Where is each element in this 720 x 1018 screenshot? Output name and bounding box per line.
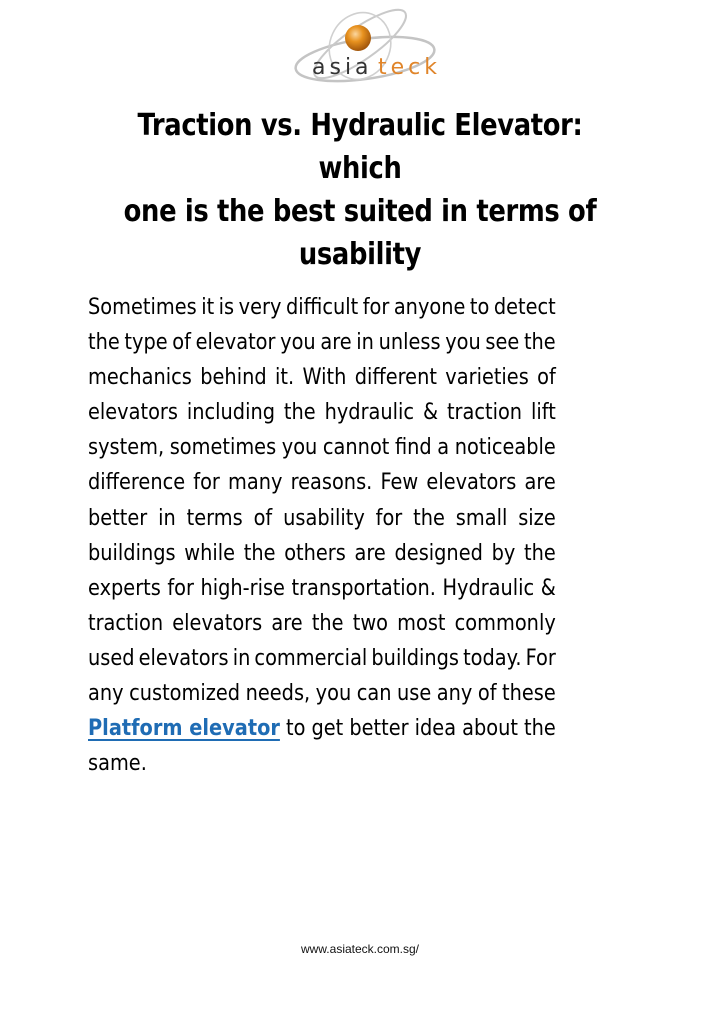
word: varieties xyxy=(445,364,529,391)
word: others xyxy=(284,539,346,566)
body-paragraph xyxy=(88,290,632,781)
body-line xyxy=(88,325,632,360)
word: traction xyxy=(88,609,164,636)
word: customized xyxy=(129,680,241,707)
word: the xyxy=(523,329,556,356)
word: better xyxy=(349,715,409,742)
word: of xyxy=(537,364,556,391)
word: elevator xyxy=(195,329,276,356)
word: designed xyxy=(394,539,483,566)
word: any xyxy=(88,680,124,707)
body-line xyxy=(88,430,632,465)
word: sometimes xyxy=(169,434,277,461)
body-line-inner xyxy=(88,641,556,676)
word: hydraulic xyxy=(324,399,415,426)
word: Few xyxy=(380,469,419,496)
word: same. xyxy=(88,750,147,777)
body-line-inner xyxy=(88,465,556,500)
body-line xyxy=(88,641,632,676)
word: type xyxy=(124,329,168,356)
word: are xyxy=(271,609,303,636)
word: including xyxy=(186,399,276,426)
body-line xyxy=(88,606,632,641)
word: the xyxy=(413,504,445,531)
word: see xyxy=(485,329,520,356)
body-line-with-link xyxy=(88,711,632,746)
word: idea xyxy=(414,715,457,742)
word: of xyxy=(253,504,273,531)
word: in xyxy=(232,644,251,671)
word: & xyxy=(540,574,556,601)
word: can xyxy=(356,680,392,707)
word: transportation. xyxy=(291,574,436,601)
word: buildings xyxy=(88,539,176,566)
word: you xyxy=(315,680,352,707)
word: the xyxy=(88,329,120,356)
word: about xyxy=(462,715,518,742)
word: noticeable xyxy=(454,434,556,461)
word: use xyxy=(397,680,432,707)
word: while xyxy=(184,539,236,566)
word: for xyxy=(375,504,403,531)
word: you xyxy=(281,434,318,461)
word: these xyxy=(502,680,556,707)
word: you xyxy=(280,329,316,356)
word: the xyxy=(243,539,276,566)
word: behind xyxy=(200,364,267,391)
word: different xyxy=(354,364,437,391)
body-line-inner xyxy=(88,290,556,325)
word: Sometimes xyxy=(88,294,197,320)
word: commonly xyxy=(454,609,556,636)
word: find xyxy=(394,434,432,461)
word: elevators xyxy=(138,644,229,671)
word: the xyxy=(524,715,556,742)
word: two xyxy=(352,609,389,636)
word: cannot xyxy=(322,434,390,461)
body-line-inner xyxy=(88,746,556,781)
body-line-inner xyxy=(88,711,556,746)
body-line xyxy=(88,501,632,536)
word: are xyxy=(524,469,556,496)
word: & xyxy=(422,399,439,426)
word: the xyxy=(524,539,556,566)
word: mechanics xyxy=(88,364,192,391)
word: For xyxy=(525,644,556,671)
word: elevators xyxy=(88,399,178,426)
body-line xyxy=(88,746,632,781)
page-title xyxy=(102,104,618,276)
body-line-inner xyxy=(88,606,556,641)
word: in xyxy=(356,329,374,356)
word: a xyxy=(437,434,450,461)
word: it xyxy=(201,294,215,320)
word: used xyxy=(88,644,135,671)
body-line xyxy=(88,536,632,571)
body-line xyxy=(88,395,632,430)
word: size xyxy=(518,504,556,531)
footer-url: www.asiateck.com.sg/ xyxy=(300,942,420,956)
word: for xyxy=(167,574,194,601)
word: to xyxy=(285,715,306,742)
word: unless xyxy=(378,329,441,356)
word: to xyxy=(469,294,490,320)
body-line-inner xyxy=(88,536,556,571)
word: you xyxy=(445,329,481,356)
word: by xyxy=(491,539,516,566)
word: buildings xyxy=(371,644,459,671)
word: difficult xyxy=(285,294,359,320)
logo-text-teck: teck xyxy=(378,55,440,80)
word: elevators xyxy=(426,469,517,496)
body-line-inner xyxy=(88,395,556,430)
word: anyone xyxy=(393,294,466,320)
word: traction xyxy=(446,399,523,426)
logo-graphic-icon xyxy=(290,4,440,86)
title-line: usability xyxy=(298,237,422,272)
word: the xyxy=(283,399,316,426)
body-line-inner xyxy=(88,501,556,536)
title-line: Traction vs. Hydraulic Elevator: which xyxy=(137,108,583,186)
word: commercial xyxy=(254,644,368,671)
title-line: one is the best suited in terms of xyxy=(123,194,597,229)
word: in xyxy=(158,504,176,531)
word: difference xyxy=(88,469,186,496)
body-line-inner xyxy=(88,430,556,465)
body-line xyxy=(88,571,632,606)
body-line xyxy=(88,465,632,500)
word: experts xyxy=(88,574,161,601)
word: the xyxy=(311,609,344,636)
word: it. xyxy=(274,364,295,391)
word: for xyxy=(362,294,390,320)
body-line-inner xyxy=(88,325,556,360)
word: are xyxy=(354,539,386,566)
body-line-inner xyxy=(88,676,556,711)
word: elevators xyxy=(172,609,263,636)
word: system, xyxy=(88,434,165,461)
word: most xyxy=(397,609,446,636)
asiateck-logo xyxy=(290,4,440,86)
word: reasons. xyxy=(290,469,373,496)
word: are xyxy=(320,329,352,356)
word: many xyxy=(228,469,283,496)
word: high-rise xyxy=(200,574,285,601)
word: With xyxy=(302,364,347,391)
word: usability xyxy=(283,504,365,531)
body-line xyxy=(88,676,632,711)
platform-elevator-link[interactable]: Platform elevator xyxy=(88,715,280,742)
word: today. xyxy=(463,644,522,671)
body-line xyxy=(88,360,632,395)
word: lift xyxy=(530,399,556,426)
word: for xyxy=(193,469,220,496)
body-line xyxy=(88,290,632,325)
word: detect xyxy=(493,294,556,320)
word: needs, xyxy=(245,680,311,707)
body-line-inner xyxy=(88,571,556,606)
body-line-inner xyxy=(88,360,556,395)
logo-text-asia: asia xyxy=(312,55,373,80)
word: terms xyxy=(186,504,243,531)
word: of xyxy=(477,680,497,707)
word: small xyxy=(455,504,508,531)
word: of xyxy=(172,329,191,356)
word: is xyxy=(218,294,235,320)
word: very xyxy=(238,294,282,320)
word: Hydraulic xyxy=(442,574,535,601)
word: better xyxy=(88,504,148,531)
word: any xyxy=(436,680,473,707)
word: get xyxy=(311,715,344,742)
